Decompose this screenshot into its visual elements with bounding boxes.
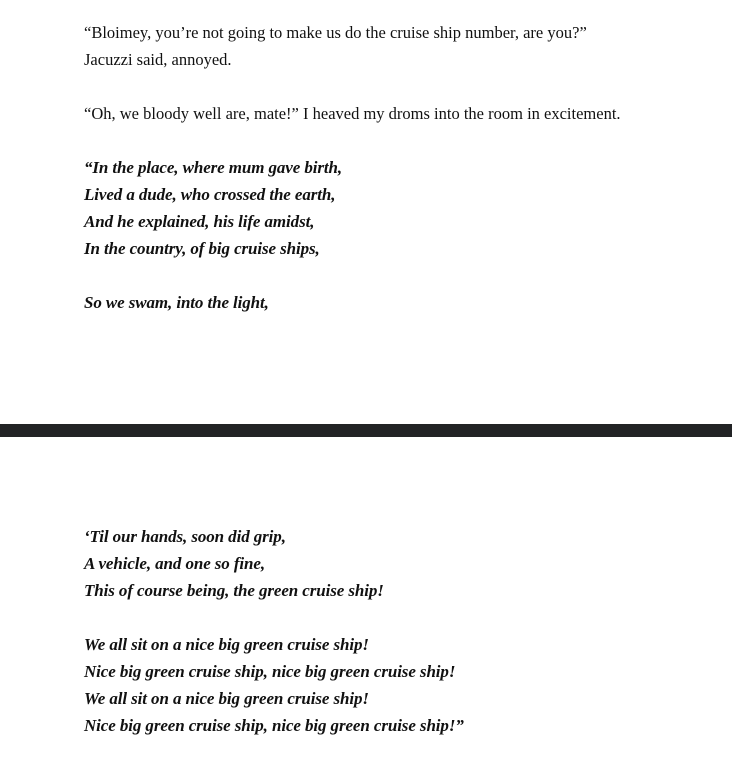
page-separator [0, 424, 732, 437]
page-1-content [84, 19, 692, 343]
verse-chorus [84, 631, 692, 739]
page-2-content [84, 523, 692, 766]
verse-line: We all sit on a nice big green cruise ship! [84, 689, 369, 708]
text-line: “Bloimey, you’re not going to make us do the cruise ship number, are you?” [84, 23, 587, 42]
verse-line: Lived a dude, who crossed the earth, [84, 185, 336, 204]
text-line: Jacuzzi said, annoyed. [84, 50, 232, 69]
verse-line: ‘Til our hands, soon did grip, [84, 527, 286, 546]
text-line: “Oh, we bloody well are, mate!” I heaved my droms into the room in excitement. [84, 104, 621, 123]
verse-stanza-1 [84, 154, 692, 262]
verse-line: Nice big green cruise ship, nice big green cruise ship! [84, 662, 456, 681]
verse-line: In the country, of big cruise ships, [84, 239, 320, 258]
verse-stanza-2 [84, 289, 692, 316]
verse-line: And he explained, his life amidst, [84, 212, 315, 231]
verse-line: So we swam, into the light, [84, 293, 269, 312]
paragraph-droms [84, 100, 692, 127]
document-page-2 [0, 437, 732, 751]
verse-stanza-3 [84, 523, 692, 604]
verse-line: This of course being, the green cruise ship! [84, 581, 384, 600]
verse-line: Nice big green cruise ship, nice big green cruise ship!” [84, 716, 464, 735]
verse-line: A vehicle, and one so fine, [84, 554, 265, 573]
paragraph-jacuzzi [84, 19, 692, 73]
verse-line: “In the place, where mum gave birth, [84, 158, 343, 177]
verse-line: We all sit on a nice big green cruise ship! [84, 635, 369, 654]
